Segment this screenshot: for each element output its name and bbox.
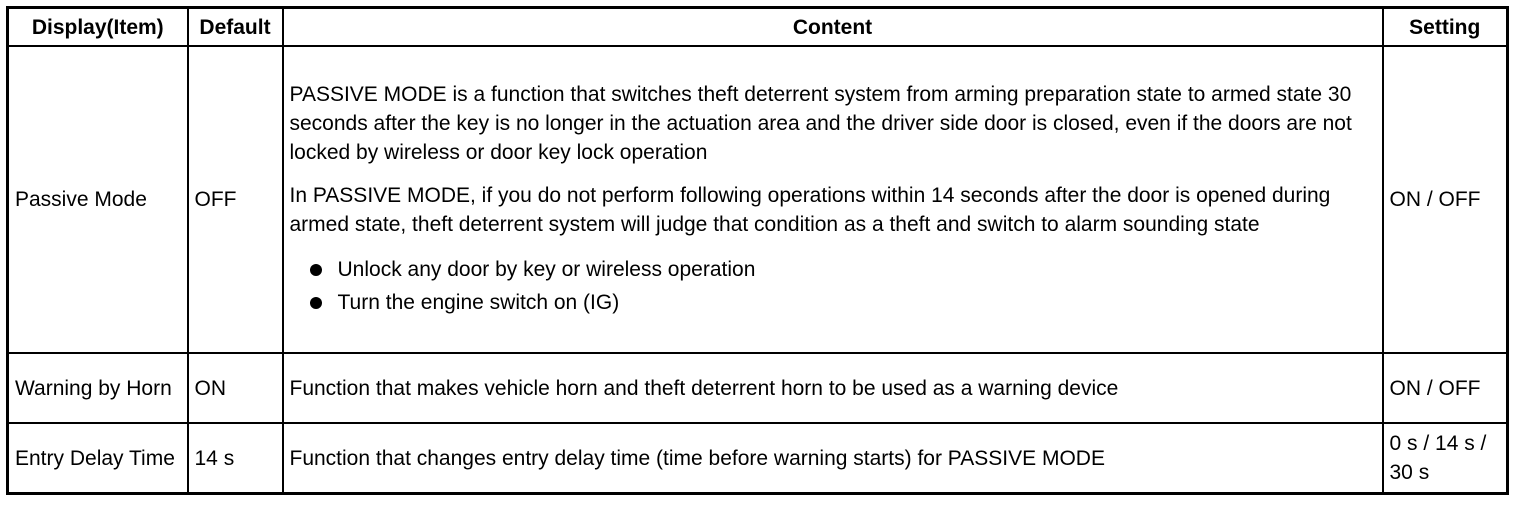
bullet-icon: [310, 264, 322, 276]
display-cell: Entry Delay Time: [8, 423, 188, 494]
header-display-item: Display(Item): [8, 8, 188, 47]
list-item-text: Unlock any door by key or wireless operation: [337, 258, 756, 281]
setting-cell: ON / OFF: [1383, 353, 1508, 423]
list-item: [290, 286, 1376, 319]
header-content: Content: [283, 8, 1383, 47]
content-cell: Function that makes vehicle horn and theft deterrent horn to be used as a warning device: [283, 353, 1383, 423]
table-row: [8, 353, 1508, 423]
setting-cell: ON / OFF: [1383, 46, 1508, 353]
header-default: Default: [188, 8, 283, 47]
table-row: [8, 423, 1508, 494]
list-item: [290, 253, 1376, 286]
bullet-icon: [310, 297, 322, 309]
display-cell: Warning by Horn: [8, 353, 188, 423]
list-item-text: Turn the engine switch on (IG): [337, 291, 620, 314]
display-cell: Passive Mode: [8, 46, 188, 353]
default-cell: OFF: [188, 46, 283, 353]
content-paragraph: In PASSIVE MODE, if you do not perform following operations within 14 seconds after the door is opened during armed state, theft deterrent system will judge that condition as a theft and switch to alarm sounding state: [289, 184, 1331, 236]
content-cell: Function that changes entry delay time (time before warning starts) for PASSIVE MODE: [283, 423, 1383, 494]
setting-cell: 0 s / 14 s / 30 s: [1383, 423, 1508, 494]
operations-list: [290, 253, 1376, 319]
table-header-row: [8, 8, 1508, 47]
table-row: [8, 46, 1508, 353]
content-paragraph: PASSIVE MODE is a function that switches theft deterrent system from arming preparation state to armed state 30 seconds after the key is no longer in the actuation area and the driver side door is closed, even if the doors are not locked by wireless or door key lock operation: [289, 83, 1352, 164]
header-setting: Setting: [1383, 8, 1508, 47]
default-cell: ON: [188, 353, 283, 423]
content-cell: [283, 46, 1383, 353]
settings-table: [6, 6, 1509, 495]
default-cell: 14 s: [188, 423, 283, 494]
settings-table-container: [6, 6, 1506, 498]
